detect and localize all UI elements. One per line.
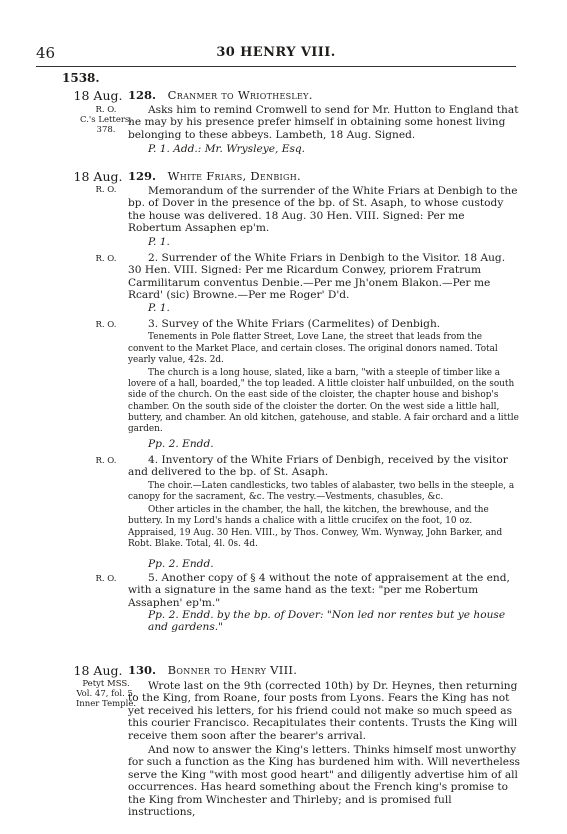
entry-130-date: 18 Aug.: [73, 663, 123, 678]
entry-129-heading: [128, 169, 520, 183]
inventory-detail: Other articles in the chamber, the hall, the kitchen, the brewhouse, and the buttery. In my Lord's hands a chalice with a little crucifex on the foot, 10 oz. Appraised, 19 Aug. 30 Hen. VIII., by Thos. Conwey, Wm. Wynway, John Barker, and Robt. Blake. Total, 4l. 0s. 4d.: [128, 505, 503, 549]
entry-129-part-5: [128, 572, 520, 609]
entry-paragraph: 3. Survey of the White Friars (Carmelites) of Denbigh.: [148, 318, 441, 330]
year-label: 1538.: [62, 71, 100, 85]
entry-number: 129.: [128, 169, 157, 183]
entry-129-part-3: [128, 318, 520, 435]
part-5-source: R. O.: [95, 574, 117, 584]
page-number: 46: [36, 44, 56, 62]
survey-detail: Tenements in Pole flatter Street, Love Lane, the street that leads from the convent to the Market Place, and certain closes. The original donors named. Total yearly value, 42s. 2d.: [128, 332, 498, 365]
source-line: R. O.: [95, 105, 117, 115]
entry-128-note: P. 1. Add.: Mr. Wrysleye, Esq.: [148, 143, 306, 155]
header-rule: [36, 66, 516, 67]
endorsement-note: Pp. 2. Endd. by the bp. of Dover: "Non led nor rentes but ye house and gardens.": [148, 609, 506, 634]
entry-paragraph: Wrote last on the 9th (corrected 10th) by Dr. Heynes, then returning to the King, from Roane, four posts from Lyons. Fears the King has not yet received his letters, for his friend could not make so much speed as this courier Francisco. Recapitulates their contents. Trusts the King will receive them soon after the bearer's arrival.: [128, 680, 518, 742]
entry-129-part-2-note: P. 1.: [148, 302, 170, 314]
entry-129-part-5-note: [128, 609, 520, 634]
entry-129-part-4-note: Pp. 2. Endd.: [148, 558, 214, 570]
running-header: [36, 44, 516, 62]
entry-129-part-3-note: Pp. 2. Endd.: [148, 438, 214, 450]
entry-128-heading: [128, 88, 520, 102]
entry-129-part-2: [128, 252, 520, 302]
survey-detail: The church is a long house, slated, like a barn, "with a steeple of timber like a lovere of a hall, boarded," the top leaded. A little cloister half unbuilded, on the south side of the church. On the east side of the cloister, the chapter house and bishop's chamber. On the south side of the cloister the dorter. On the west side a little hall, buttery, and chamber. An old kitchen, gatehouse, and stable. A fair orchard and a little garden.: [128, 368, 519, 435]
entry-paragraph: 4. Inventory of the White Friars of Denbigh, received by the visitor and delivered to the bp. of St. Asaph.: [128, 454, 508, 479]
source-line: 378.: [96, 125, 116, 135]
entry-129-part-1-note: P. 1.: [148, 236, 170, 248]
entry-title: Cranmer to Wriothesley.: [167, 88, 313, 102]
entry-paragraph: Asks him to remind Cromwell to send for Mr. Hutton to England that he may by his presence prefer himself in obtaining some honest living belonging to these abbeys. Lambeth, 18 Aug. Signed.: [128, 104, 519, 141]
part-3-source: R. O.: [95, 320, 117, 330]
entry-129-part-1: [128, 185, 520, 235]
entry-129-part-4: [128, 454, 520, 550]
entry-128-date: 18 Aug.: [73, 88, 123, 103]
entry-paragraph: 5. Another copy of § 4 without the note of appraisement at the end, with a signature in the same hand as the text: "per me Robertum Assaphen' ep'm.": [128, 572, 510, 609]
entry-title: White Friars, Denbigh.: [167, 169, 301, 183]
entry-129-source: R. O.: [95, 185, 117, 195]
source-line: Inner Temple.: [75, 699, 137, 709]
entry-number: 130.: [128, 663, 157, 677]
source-line: Vol. 47, fol. 5.: [76, 689, 136, 699]
source-line: C.'s Letters,: [80, 115, 132, 125]
entry-128-body: [128, 104, 520, 141]
entry-number: 128.: [128, 88, 157, 102]
running-title: 30 HENRY VIII.: [216, 45, 336, 60]
entry-paragraph: And now to answer the King's letters. Thinks himself most unworthy for such a function as the King has burdened him with. Will nevertheless serve the King "with most good heart" and diligently advertise him of all occurrences. Has heard something about the French king's promise to the King from Winchester and Thirleby; and is promised full instructions,: [128, 744, 520, 819]
entry-paragraph: Memorandum of the surrender of the White Friars at Denbigh to the bp. of Dover in the presence of the bp. of St. Asaph, to whose custody the house was delivered. 18 Aug. 30 Hen. VIII. Signed: Per me Robertum Assaphen ep'm.: [128, 185, 518, 235]
part-4-source: R. O.: [95, 456, 117, 466]
entry-129-date: 18 Aug.: [73, 169, 123, 184]
part-2-source: R. O.: [95, 254, 117, 264]
entry-paragraph: 2. Surrender of the White Friars in Denbigh to the Visitor. 18 Aug. 30 Hen. VIII. Signed: Per me Ricardum Conwey, priorem Fratrum Carmilitarum conventus Denbie.—Per me Jh'onem Blakon.—Per me Rcard' (sic) Browne.—Per me Roger' D'd.: [128, 252, 506, 302]
inventory-detail: The choir.—Laten candlesticks, two tables of alabaster, two bells in the steeple, a canopy for the sacrament, &c. The vestry.—Vestments, chasubles, &c.: [128, 480, 515, 503]
entry-130-body: [128, 680, 520, 818]
source-line: Petyt MSS.: [82, 679, 130, 689]
entry-title: Bonner to Henry VIII.: [167, 663, 298, 677]
entry-130-heading: [128, 663, 520, 677]
